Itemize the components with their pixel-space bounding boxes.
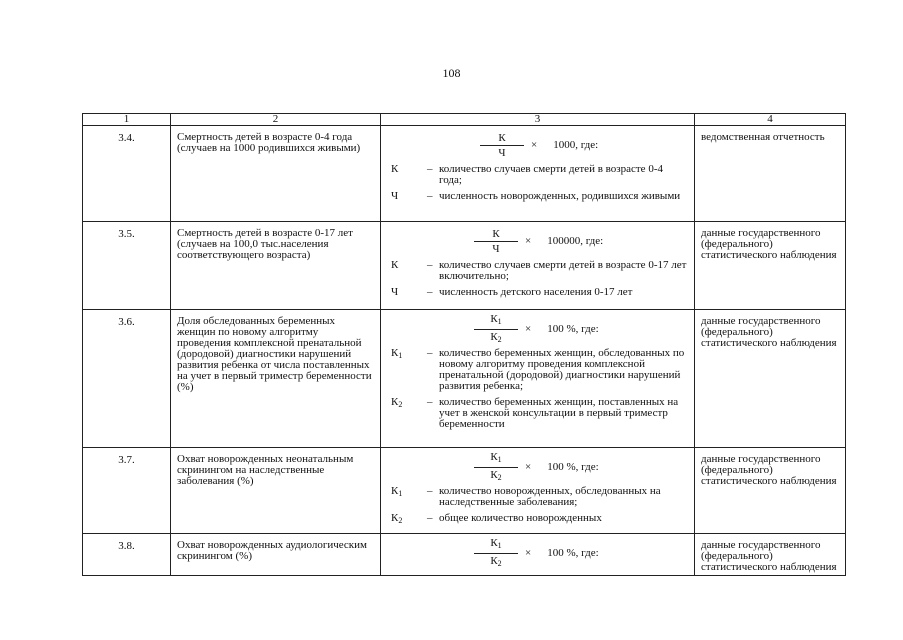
formula xyxy=(473,452,688,482)
indicator-name: Смертность детей в возрасте 0-4 года (случаев на 1000 родившихся живыми) xyxy=(171,126,381,222)
definition-symbol: $К_2$ xyxy=(391,396,403,409)
definitions xyxy=(391,348,688,430)
data-source: ведомственная отчетность xyxy=(695,126,846,222)
fraction xyxy=(473,537,519,570)
definition-symbol: К xyxy=(391,259,399,271)
header-cell: 3 xyxy=(381,114,695,126)
data-source: данные государственного (федерального) статистического наблюдения xyxy=(695,448,846,534)
definition-text: количество беременных женщин, поставленных на учет в женской консультации в первый триместр беременности xyxy=(439,396,679,430)
formula-factor: 100 %, где: xyxy=(547,461,599,473)
definition-text: численность детского населения 0-17 лет xyxy=(439,286,633,298)
header-cell: 1 xyxy=(83,114,171,126)
header-cell: 2 xyxy=(171,114,381,126)
fraction-denominator: $К_2$ xyxy=(490,554,502,568)
definition-item xyxy=(391,513,688,526)
formula xyxy=(479,130,688,160)
definition-item xyxy=(391,191,688,202)
definition-item xyxy=(391,164,688,186)
fraction-numerator: К xyxy=(474,228,518,242)
definition-symbol: К xyxy=(391,163,399,175)
definition-symbol: Ч xyxy=(391,286,399,298)
fraction-numerator: $К_1$ xyxy=(474,313,518,330)
formula-factor: 100000, где: xyxy=(547,235,604,247)
definition-text: количество случаев смерти детей в возрасте 0-17 лет включительно; xyxy=(439,259,687,282)
fraction-denominator: $К_2$ xyxy=(490,330,502,344)
fraction-numerator: К xyxy=(480,132,524,146)
definition-dash: – xyxy=(427,286,433,298)
formula xyxy=(473,314,688,344)
data-source: данные государственного (федерального) статистического наблюдения xyxy=(695,534,846,576)
definitions xyxy=(391,260,688,298)
indicator-name: Охват новорожденных аудиологическим скринингом (%) xyxy=(171,534,381,576)
row-number: 3.7. xyxy=(83,448,171,534)
row-number: 3.5. xyxy=(83,222,171,310)
definition-dash: – xyxy=(427,259,433,271)
fraction-numerator: $К_1$ xyxy=(474,451,518,468)
indicators-table xyxy=(82,113,846,576)
definition-item xyxy=(391,348,688,392)
row-number: 3.8. xyxy=(83,534,171,576)
subscript-index: 1 xyxy=(497,316,502,326)
subscript-index: 2 xyxy=(497,472,502,482)
fraction-denominator: $К_2$ xyxy=(490,468,502,482)
data-source: данные государственного (федерального) статистического наблюдения xyxy=(695,222,846,310)
definition-item xyxy=(391,260,688,282)
formula-factor: 100 %, где: xyxy=(547,547,599,559)
definition-text: численность новорожденных, родившихся живыми xyxy=(439,190,681,202)
table-row xyxy=(83,222,846,310)
subscript-index: 2 xyxy=(398,400,403,409)
definitions xyxy=(391,486,688,526)
formula-cell xyxy=(381,534,695,576)
definition-item xyxy=(391,397,688,430)
definition-text: количество случаев смерти детей в возрасте 0-4 года; xyxy=(439,163,663,186)
definition-dash: – xyxy=(427,190,433,202)
formula xyxy=(473,226,688,256)
data-source: данные государственного (федерального) статистического наблюдения xyxy=(695,310,846,448)
indicator-name: Охват новорожденных неонатальным скринингом на наследственные заболевания (%) xyxy=(171,448,381,534)
multiply-sign: × xyxy=(525,461,532,473)
definition-item xyxy=(391,486,688,508)
table-row xyxy=(83,310,846,448)
row-number: 3.4. xyxy=(83,126,171,222)
fraction-denominator: Ч xyxy=(492,242,500,255)
indicator-name: Смертность детей в возрасте 0-17 лет (случаев на 100,0 тыс.населения соответствующего возраста) xyxy=(171,222,381,310)
page-number: 108 xyxy=(442,66,461,80)
definition-dash: – xyxy=(427,512,433,524)
subscript-index: 2 xyxy=(497,558,502,568)
definition-text: количество беременных женщин, обследованных по новому алгоритму проведения комплексной пренатальной (дородовой) диагностики нарушений развития ребенка; xyxy=(439,347,685,392)
fraction xyxy=(479,132,525,159)
fraction-denominator: Ч xyxy=(498,146,506,159)
subscript-index: 1 xyxy=(398,489,403,498)
definition-text: общее количество новорожденных xyxy=(439,512,602,524)
fraction xyxy=(473,228,519,255)
definition-dash: – xyxy=(427,347,433,359)
formula-cell xyxy=(381,126,695,222)
table-row xyxy=(83,448,846,534)
formula-cell xyxy=(381,310,695,448)
header-cell: 4 xyxy=(695,114,846,126)
definition-dash: – xyxy=(427,396,433,408)
row-number: 3.6. xyxy=(83,310,171,448)
definition-symbol: Ч xyxy=(391,190,399,202)
formula-cell xyxy=(381,448,695,534)
formula-factor: 100 %, где: xyxy=(547,323,599,335)
formula-cell xyxy=(381,222,695,310)
subscript-index: 2 xyxy=(398,516,403,525)
definition-item xyxy=(391,287,688,298)
subscript-index: 2 xyxy=(497,334,502,344)
definition-text: количество новорожденных, обследованных на наследственные заболевания; xyxy=(439,485,661,508)
multiply-sign: × xyxy=(525,547,532,559)
definition-symbol: $К_1$ xyxy=(391,347,403,360)
definition-dash: – xyxy=(427,485,433,497)
formula xyxy=(473,538,688,568)
subscript-index: 1 xyxy=(398,351,403,360)
subscript-index: 1 xyxy=(497,540,502,550)
indicator-name: Доля обследованных беременных женщин по новому алгоритму проведения комплексной пренатальной (дородовой) диагностики нарушений развития ребенка от числа поставленных на учет в первый триместр беременности (%) xyxy=(171,310,381,448)
formula-factor: 1000, где: xyxy=(553,139,599,151)
fraction xyxy=(473,313,519,346)
definition-dash: – xyxy=(427,163,433,175)
multiply-sign: × xyxy=(531,139,538,151)
multiply-sign: × xyxy=(525,323,532,335)
table-row xyxy=(83,126,846,222)
fraction-numerator: $К_1$ xyxy=(474,537,518,554)
table-header-row xyxy=(83,114,846,126)
definitions xyxy=(391,164,688,202)
table-row xyxy=(83,534,846,576)
definition-symbol: $К_1$ xyxy=(391,485,403,498)
subscript-index: 1 xyxy=(497,454,502,464)
definition-symbol: $К_2$ xyxy=(391,512,403,525)
multiply-sign: × xyxy=(525,235,532,247)
fraction xyxy=(473,451,519,484)
